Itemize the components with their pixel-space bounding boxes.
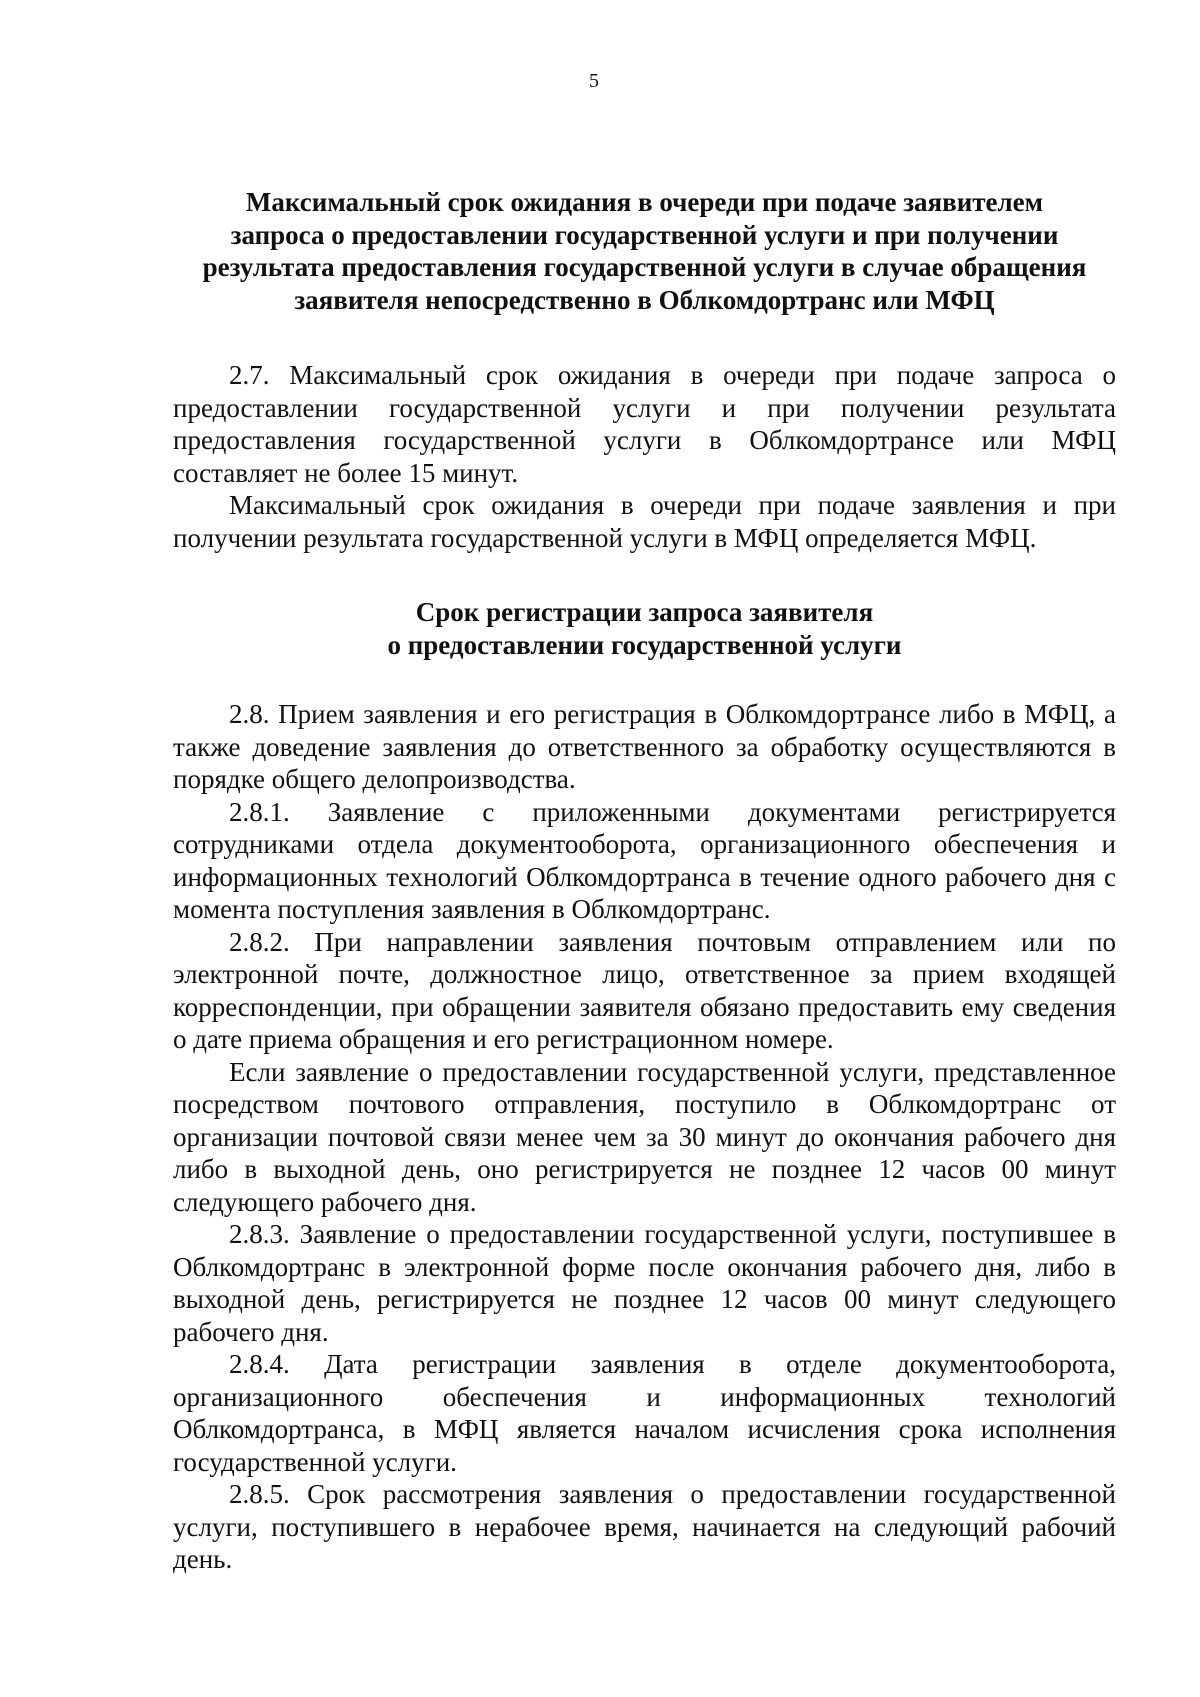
paragraph-2-8-1: 2.8.1. Заявление с приложенными документами регистрируется сотрудниками отдела документооборота, организационного обеспечения и информационных технологий Облкомдортранса в течение одного рабочего дня с момента поступления заявления в Облкомдортранс. xyxy=(173,796,1116,924)
heading-line: Срок регистрации запроса заявителя xyxy=(415,597,874,627)
page-number: 5 xyxy=(589,70,599,92)
section-heading-registration xyxy=(173,596,1116,661)
paragraph-2-8: 2.8. Прием заявления и его регистрация в Облкомдортрансе либо в МФЦ, а также доведение заявления до ответственного за обработку осуществляются в порядке общего делопроизводства. xyxy=(173,699,1116,794)
paragraph-2-7: 2.7. Максимальный срок ожидания в очереди при подаче запроса о предоставлении государственной услуги и при получении результата предоставления государственной услуги в Облкомдортрансе или МФЦ составляет не более 15 минут. xyxy=(173,360,1116,488)
paragraph-2-8-4: 2.8.4. Дата регистрации заявления в отделе документооборота, организационного обеспечения и информационных технологий Облкомдортранса, в МФЦ является началом исчисления срока исполнения государственной услуги. xyxy=(173,1349,1116,1477)
paragraph-2-8-2: 2.8.2. При направлении заявления почтовым отправлением или по электронной почте, должностное лицо, ответственное за прием входящей корреспонденции, при обращении заявителя обязано предоставить ему сведения о дате приема обращения и его регистрационном номере. xyxy=(173,926,1116,1054)
document-body xyxy=(173,186,1116,1576)
heading-line: запроса о предоставлении государственной услуги и при получении xyxy=(230,219,1059,250)
heading-line: Максимальный срок ожидания в очереди при подаче заявителем xyxy=(245,187,1044,217)
paragraph-postal-late: Если заявление о предоставлении государственной услуги, представленное посредством почтового отправления, поступило в Облкомдортранс от организации почтовой связи менее чем за 30 минут до окончания рабочего дня либо в выходной день, оно регистрируется не позднее 12 часов 00 минут следующего рабочего дня. xyxy=(173,1056,1116,1217)
heading-line: о предоставлении государственной услуги xyxy=(387,629,902,660)
heading-line: результата предоставления государственной услуги в случае обращения xyxy=(202,252,1087,282)
section-body-waiting-time xyxy=(173,359,1116,554)
paragraph-2-8-3: 2.8.3. Заявление о предоставлении государственной услуги, поступившее в Облкомдортранс в электронной форме после окончания рабочего дня, либо в выходной день, регистрируется не позднее 12 часов 00 минут следующего рабочего дня. xyxy=(173,1219,1116,1347)
paragraph-2-8-5: 2.8.5. Срок рассмотрения заявления о предоставлении государственной услуги, поступившего в нерабочее время, начинается на следующий рабочий день. xyxy=(173,1479,1116,1574)
section-heading-waiting-time xyxy=(173,186,1116,316)
section-body-registration xyxy=(173,698,1116,1576)
heading-line: заявителя непосредственно в Облкомдортранс или МФЦ xyxy=(294,284,995,315)
paragraph-mfc-waiting: Максимальный срок ожидания в очереди при подаче заявления и при получении результата государственной услуги в МФЦ определяется МФЦ. xyxy=(173,490,1116,553)
